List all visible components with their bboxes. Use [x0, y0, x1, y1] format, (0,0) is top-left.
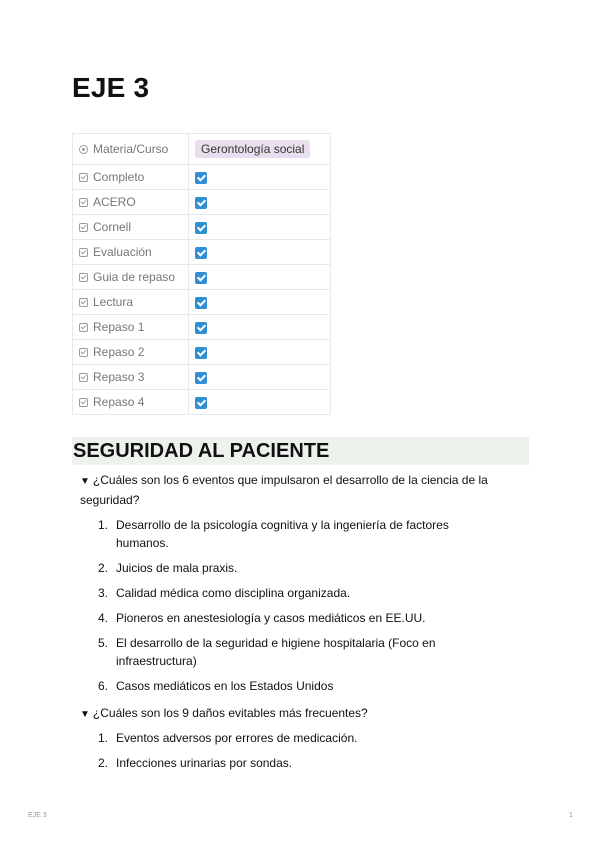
property-value — [189, 315, 331, 340]
property-label: Completo — [93, 170, 145, 184]
list-item: 5. El desarrollo de la seguridad e higiene hospitalaria (Foco en infraestructura) — [98, 636, 436, 668]
property-value — [189, 165, 331, 190]
checkbox-checked[interactable] — [195, 247, 207, 259]
property-key — [73, 290, 189, 315]
list-item: 3. Calidad médica como disciplina organizada. — [98, 586, 351, 600]
property-value — [189, 365, 331, 390]
property-value — [189, 265, 331, 290]
checkbox-property-icon — [79, 298, 88, 307]
list-item: 6. Casos mediáticos en los Estados Unidos — [98, 679, 334, 693]
footer-page-number: 1 — [569, 812, 573, 819]
toggle-question[interactable] — [80, 704, 520, 724]
property-row — [73, 215, 331, 240]
property-label: Guia de repaso — [93, 270, 176, 284]
list-item: 2. Juicios de mala praxis. — [98, 561, 238, 575]
checkbox-checked[interactable] — [195, 197, 207, 209]
checkbox-checked[interactable] — [195, 222, 207, 234]
checkbox-checked[interactable] — [195, 297, 207, 309]
checkbox-checked[interactable] — [195, 172, 207, 184]
property-row — [73, 290, 331, 315]
property-label: Repaso 4 — [93, 395, 145, 409]
toggle-question[interactable] — [80, 471, 520, 509]
property-value — [189, 190, 331, 215]
checkbox-checked[interactable] — [195, 397, 207, 409]
property-label: Repaso 3 — [93, 370, 145, 384]
property-key — [73, 315, 189, 340]
checkbox-property-icon — [79, 173, 88, 182]
list-item-text: Casos mediáticos en los Estados Unidos — [116, 679, 334, 693]
list-item-text: Pioneros en anestesiología y casos mediáticos en EE.UU. — [116, 611, 426, 625]
property-key — [73, 390, 189, 415]
list-item-text: Juicios de mala praxis. — [116, 561, 238, 575]
property-label: Lectura — [93, 295, 134, 309]
property-value — [189, 215, 331, 240]
answer-list — [98, 516, 498, 695]
property-row — [73, 240, 331, 265]
property-key — [73, 190, 189, 215]
list-item-text: Infecciones urinarias por sondas. — [116, 756, 293, 770]
list-item-text: Calidad médica como disciplina organizada. — [116, 586, 351, 600]
property-label: Repaso 2 — [93, 345, 145, 359]
property-label: Materia/Curso — [93, 142, 169, 156]
checkbox-checked[interactable] — [195, 322, 207, 334]
property-row — [73, 365, 331, 390]
list-item: 2. Infecciones urinarias por sondas. — [98, 756, 293, 770]
property-key — [73, 265, 189, 290]
checkbox-property-icon — [79, 273, 88, 282]
checkbox-property-icon — [79, 398, 88, 407]
checkbox-property-icon — [79, 223, 88, 232]
property-row — [73, 265, 331, 290]
property-key — [73, 240, 189, 265]
property-label: Evaluación — [93, 245, 152, 259]
property-row — [73, 315, 331, 340]
footer-title: EJE 3 — [28, 812, 47, 819]
checkbox-checked[interactable] — [195, 272, 207, 284]
property-key — [73, 340, 189, 365]
property-value — [189, 340, 331, 365]
answer-list — [98, 729, 498, 772]
list-item: 1. Eventos adversos por errores de medicación. — [98, 731, 358, 745]
toggle-triangle-icon[interactable]: ▼ — [80, 476, 90, 487]
list-item-text: El desarrollo de la seguridad e higiene hospitalaria (Foco en infraestructura) — [116, 636, 436, 668]
list-item-text: Desarrollo de la psicología cognitiva y la ingeniería de factores humanos. — [116, 518, 449, 550]
property-value — [189, 290, 331, 315]
property-row — [73, 340, 331, 365]
property-key — [73, 365, 189, 390]
checkbox-property-icon — [79, 323, 88, 332]
property-row — [73, 165, 331, 190]
property-label: Cornell — [93, 220, 132, 234]
question-text: ¿Cuáles son los 6 eventos que impulsaron el desarrollo de la ciencia de la seguridad? — [80, 473, 488, 507]
checkbox-property-icon — [79, 373, 88, 382]
property-label: ACERO — [93, 195, 136, 209]
property-row — [73, 190, 331, 215]
property-value — [189, 240, 331, 265]
checkbox-property-icon — [79, 198, 88, 207]
page-title: EJE 3 — [72, 72, 150, 103]
course-tag[interactable]: Gerontología social — [195, 140, 310, 158]
property-row-course — [73, 134, 331, 165]
property-value — [189, 390, 331, 415]
checkbox-checked[interactable] — [195, 347, 207, 359]
list-item-text: Eventos adversos por errores de medicación. — [116, 731, 358, 745]
property-key — [73, 134, 189, 165]
property-value[interactable] — [189, 134, 331, 165]
property-label: Repaso 1 — [93, 320, 145, 334]
list-item: 4. Pioneros en anestesiología y casos mediáticos en EE.UU. — [98, 611, 426, 625]
checkbox-checked[interactable] — [195, 372, 207, 384]
select-property-icon — [79, 145, 88, 154]
section-heading: SEGURIDAD AL PACIENTE — [72, 437, 529, 465]
checkbox-property-icon — [79, 248, 88, 257]
list-item: 1. Desarrollo de la psicología cognitiva y la ingeniería de factores humanos. — [98, 518, 449, 550]
property-key — [73, 165, 189, 190]
toggle-triangle-icon[interactable]: ▼ — [80, 709, 90, 720]
property-row — [73, 390, 331, 415]
checkbox-property-icon — [79, 348, 88, 357]
properties-table — [72, 133, 331, 415]
question-text: ¿Cuáles son los 9 daños evitables más frecuentes? — [92, 706, 368, 720]
property-key — [73, 215, 189, 240]
